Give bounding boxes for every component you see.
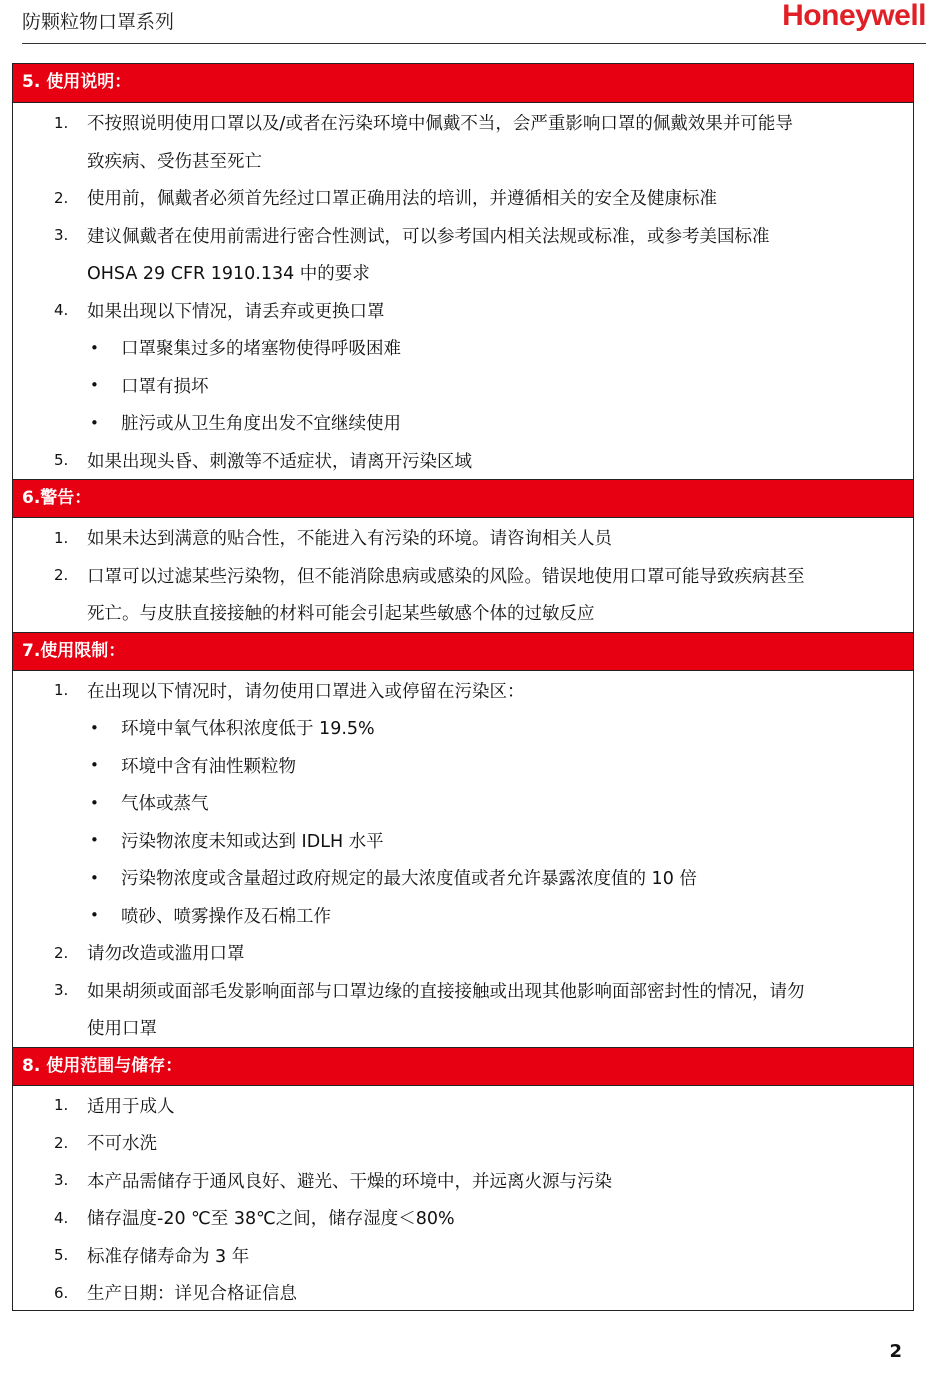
item-text: 生产日期：详见合格证信息	[87, 1284, 297, 1305]
list-item	[13, 672, 913, 710]
item-text: 如果未达到满意的贴合性，不能进入有污染的环境。请咨询相关人员	[87, 529, 612, 550]
bullet-item	[13, 747, 913, 785]
item-text: 适用于成人	[87, 1096, 175, 1117]
item-number: 2.	[54, 188, 69, 207]
item-number: 2.	[54, 1133, 69, 1152]
bullet-icon: •	[90, 338, 99, 357]
item-number: 5.	[54, 451, 69, 470]
item-number: 3.	[54, 1171, 69, 1190]
list-item	[13, 104, 913, 142]
item-text: 如果胡须或面部毛发影响面部与口罩边缘的直接接触或出现其他影响面部密封性的情况，请勿	[87, 981, 805, 1002]
list-item	[13, 1162, 913, 1200]
section-header: 6.警告：	[13, 479, 913, 518]
item-number: 3.	[54, 981, 69, 1000]
bullet-icon: •	[90, 831, 99, 850]
item-number: 2.	[54, 943, 69, 962]
item-text: 口罩可以过滤某些污染物，但不能消除患病或感染的风险。错误地使用口罩可能导致疾病甚至	[87, 566, 805, 587]
page-header	[22, 0, 926, 44]
bullet-item	[13, 329, 913, 367]
list-item	[13, 179, 913, 217]
item-text: 在出现以下情况时，请勿使用口罩进入或停留在污染区：	[87, 681, 525, 702]
item-number: 4.	[54, 301, 69, 320]
bullet-text: 气体或蒸气	[121, 794, 209, 815]
item-number: 3.	[54, 226, 69, 245]
bullet-icon: •	[90, 756, 99, 775]
page-number: 2	[889, 1341, 902, 1362]
list-item	[13, 1199, 913, 1237]
item-number: 2.	[54, 566, 69, 585]
item-text: 标准存储寿命为 3 年	[87, 1246, 250, 1267]
item-number: 1.	[54, 113, 69, 132]
section-body	[13, 1086, 913, 1312]
list-item-continuation: 致疾病、受伤甚至死亡	[87, 151, 262, 172]
bullet-text: 环境中氧气体积浓度低于 19.5%	[121, 719, 375, 740]
bullet-text: 口罩聚集过多的堵塞物使得呼吸困难	[121, 339, 401, 360]
bullet-icon: •	[90, 868, 99, 887]
item-number: 4.	[54, 1208, 69, 1227]
list-item	[13, 292, 913, 330]
list-item	[13, 934, 913, 972]
section-header: 7.使用限制：	[13, 632, 913, 671]
list-item-continuation: 使用口罩	[87, 1019, 157, 1040]
bullet-text: 脏污或从卫生角度出发不宜继续使用	[121, 414, 401, 435]
bullet-item	[13, 404, 913, 442]
bullet-icon: •	[90, 413, 99, 432]
bullet-text: 污染物浓度未知或达到 IDLH 水平	[121, 831, 384, 852]
list-item	[13, 1237, 913, 1275]
list-item	[13, 972, 913, 1010]
bullet-item	[13, 897, 913, 935]
bullet-item	[13, 709, 913, 747]
list-item	[13, 1274, 913, 1312]
item-text: 不可水洗	[87, 1134, 157, 1155]
bullet-text: 喷砂、喷雾操作及石棉工作	[121, 906, 331, 927]
bullet-icon: •	[90, 376, 99, 395]
item-text: 本产品需储存于通风良好、避光、干燥的环境中，并远离火源与污染	[87, 1171, 612, 1192]
item-text: 如果出现以下情况，请丢弃或更换口罩	[87, 301, 385, 322]
instructions-table	[12, 63, 914, 1311]
bullet-text: 口罩有损坏	[121, 376, 209, 397]
bullet-text: 环境中含有油性颗粒物	[121, 756, 296, 777]
list-item	[13, 557, 913, 595]
honeywell-logo: Honeywell	[782, 0, 926, 32]
section-header: 8. 使用范围与储存：	[13, 1047, 913, 1086]
section-body	[13, 103, 913, 479]
list-item	[13, 217, 913, 255]
list-item	[13, 1124, 913, 1162]
list-item-continuation: OHSA 29 CFR 1910.134 中的要求	[87, 264, 370, 285]
list-item	[13, 1087, 913, 1125]
bullet-icon: •	[90, 718, 99, 737]
section-body	[13, 671, 913, 1047]
list-item	[13, 519, 913, 557]
list-item	[13, 442, 913, 480]
item-text: 如果出现头昏、刺激等不适症状，请离开污染区域	[87, 451, 472, 472]
item-number: 1.	[54, 1096, 69, 1115]
section-body	[13, 518, 913, 632]
document-title: 防颗粒物口罩系列	[22, 11, 175, 33]
bullet-icon: •	[90, 793, 99, 812]
bullet-item	[13, 859, 913, 897]
bullet-icon: •	[90, 906, 99, 925]
item-number: 6.	[54, 1283, 69, 1302]
bullet-item	[13, 822, 913, 860]
item-number: 1.	[54, 681, 69, 700]
bullet-item	[13, 367, 913, 405]
item-number: 5.	[54, 1246, 69, 1265]
bullet-item	[13, 784, 913, 822]
item-text: 不按照说明使用口罩以及/或者在污染环境中佩戴不当，会严重影响口罩的佩戴效果并可能导	[87, 114, 793, 135]
bullet-text: 污染物浓度或含量超过政府规定的最大浓度值或者允许暴露浓度值的 10 倍	[121, 869, 697, 890]
item-text: 使用前，佩戴者必须首先经过口罩正确用法的培训，并遵循相关的安全及健康标准	[87, 189, 717, 210]
item-text: 建议佩戴者在使用前需进行密合性测试，可以参考国内相关法规或标准，或参考美国标准	[87, 226, 770, 247]
item-text: 储存温度-20 ℃至 38℃之间，储存湿度＜80%	[87, 1209, 455, 1230]
item-number: 1.	[54, 528, 69, 547]
list-item-continuation: 死亡。与皮肤直接接触的材料可能会引起某些敏感个体的过敏反应	[87, 604, 595, 625]
item-text: 请勿改造或滥用口罩	[87, 944, 245, 965]
section-header: 5. 使用说明：	[13, 64, 913, 103]
